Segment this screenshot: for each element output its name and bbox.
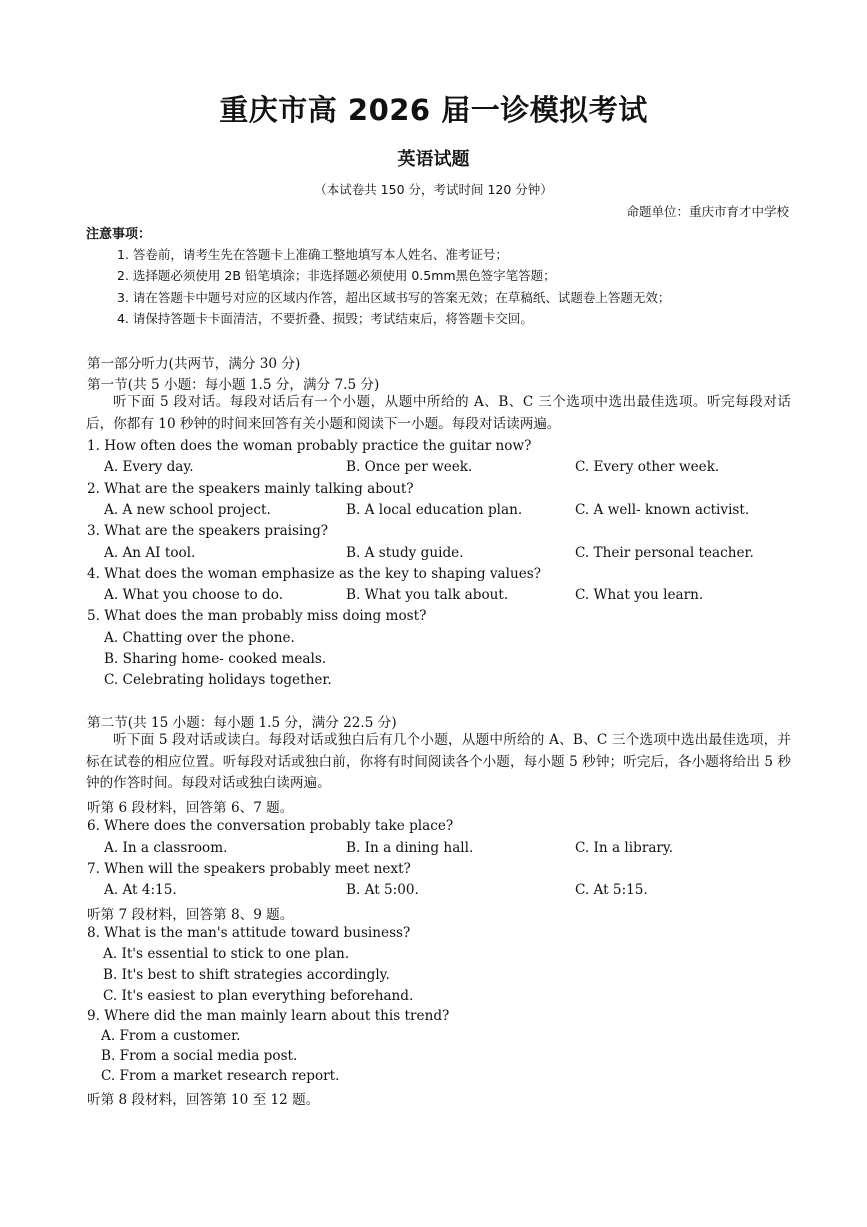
option-b: B. It's best to shift strategies accordingly. xyxy=(103,967,390,983)
question-5: 5. What does the man probably miss doing most? xyxy=(87,608,427,624)
note-item: 1. 答卷前，请考生先在答题卡上准确工整地填写本人姓名、准考证号； xyxy=(117,247,508,262)
option-a: A. At 4:15. xyxy=(104,882,177,898)
question-9: 9. Where did the man mainly learn about this trend? xyxy=(87,1008,450,1024)
question-7: 7. When will the speakers probably meet next? xyxy=(87,861,411,877)
option-b: B. At 5:00. xyxy=(346,882,419,898)
note-item: 4. 请保持答题卡卡面清洁，不要折叠、损毁；考试结束后，将答题卡交回。 xyxy=(117,311,533,326)
option-b: B. From a social media post. xyxy=(101,1048,298,1064)
question-8: 8. What is the man's attitude toward business? xyxy=(87,925,411,941)
exam-title: 重庆市高 2026 届一诊模拟考试 xyxy=(219,93,648,127)
option-c: C. What you learn. xyxy=(575,587,704,603)
material-8-note: 听第 8 段材料，回答第 10 至 12 题。 xyxy=(87,1092,320,1108)
exam-info: （本试卷共 150 分，考试时间 120 分钟） xyxy=(314,182,553,197)
note-item: 3. 请在答题卡中题号对应的区域内作答，超出区域书写的答案无效；在草稿纸、试题卷上答题无效； xyxy=(117,290,671,305)
question-3: 3. What are the speakers praising? xyxy=(87,523,329,539)
option-c: C. In a library. xyxy=(575,840,674,856)
option-a: A. What you choose to do. xyxy=(104,587,284,603)
option-b: B. A local education plan. xyxy=(346,502,523,518)
option-b: B. What you talk about. xyxy=(346,587,509,603)
option-a: A. From a customer. xyxy=(101,1028,241,1044)
material-6-note: 听第 6 段材料，回答第 6、7 题。 xyxy=(87,800,294,816)
section2-heading: 第二节(共 15 小题：每小题 1.5 分，满分 22.5 分) xyxy=(87,715,397,731)
part1-heading: 第一部分听力(共两节，满分 30 分) xyxy=(87,356,301,372)
question-6: 6. Where does the conversation probably take place? xyxy=(87,818,454,834)
question-4: 4. What does the woman emphasize as the key to shaping values? xyxy=(87,566,542,582)
option-a: A. An AI tool. xyxy=(104,545,196,561)
note-item: 2. 选择题必须使用 2B 铅笔填涂；非选择题必须使用 0.5mm黑色签字笔答题； xyxy=(117,268,556,283)
section1-heading: 第一节(共 5 小题：每小题 1.5 分，满分 7.5 分) xyxy=(87,377,380,393)
option-c: C. At 5:15. xyxy=(575,882,648,898)
question-2: 2. What are the speakers mainly talking about? xyxy=(87,481,414,497)
option-c: C. It's easiest to plan everything beforehand. xyxy=(103,988,414,1004)
exam-subtitle: 英语试题 xyxy=(397,149,470,170)
option-b: B. Once per week. xyxy=(346,459,473,475)
option-b: B. In a dining hall. xyxy=(346,840,474,856)
notes-title: 注意事项： xyxy=(86,227,152,242)
option-c: C. Celebrating holidays together. xyxy=(104,672,332,688)
option-b: B. A study guide. xyxy=(346,545,464,561)
section2-instructions: 听下面 5 段对话或读白。每段对话或独白后有几个小题，从题中所给的 A、B、C 三个选项中选出最佳选项，并标在试卷的相应位置。听每段对话或独白前，你将有时间阅读各个小题，每小题 5 秒钟；听完后，各小题将给出 5 秒钟的作答时间。每段对话或独白读两遍。 xyxy=(86,732,791,791)
setter-unit: 命题单位：重庆市育才中学校 xyxy=(626,204,789,219)
option-a: A. Chatting over the phone. xyxy=(104,630,295,646)
question-1: 1. How often does the woman probably practice the guitar now? xyxy=(87,438,532,454)
option-a: A. It's essential to stick to one plan. xyxy=(103,946,350,962)
option-a: A. In a classroom. xyxy=(104,840,228,856)
option-a: A. Every day. xyxy=(104,459,194,475)
material-7-note: 听第 7 段材料，回答第 8、9 题。 xyxy=(87,907,294,923)
option-c: C. Every other week. xyxy=(575,459,720,475)
option-a: A. A new school project. xyxy=(104,502,271,518)
option-c: C. A well- known activist. xyxy=(575,502,750,518)
section1-instructions: 听下面 5 段对话。每段对话后有一个小题，从题中所给的 A、B、C 三个选项中选出最佳选项。听完每段对话后，你都有 10 秒钟的时间来回答有关小题和阅读下一小题。每段对话读两遍。 xyxy=(86,394,791,432)
option-b: B. Sharing home- cooked meals. xyxy=(104,651,327,667)
option-c: C. From a market research report. xyxy=(101,1068,340,1084)
option-c: C. Their personal teacher. xyxy=(575,545,754,561)
